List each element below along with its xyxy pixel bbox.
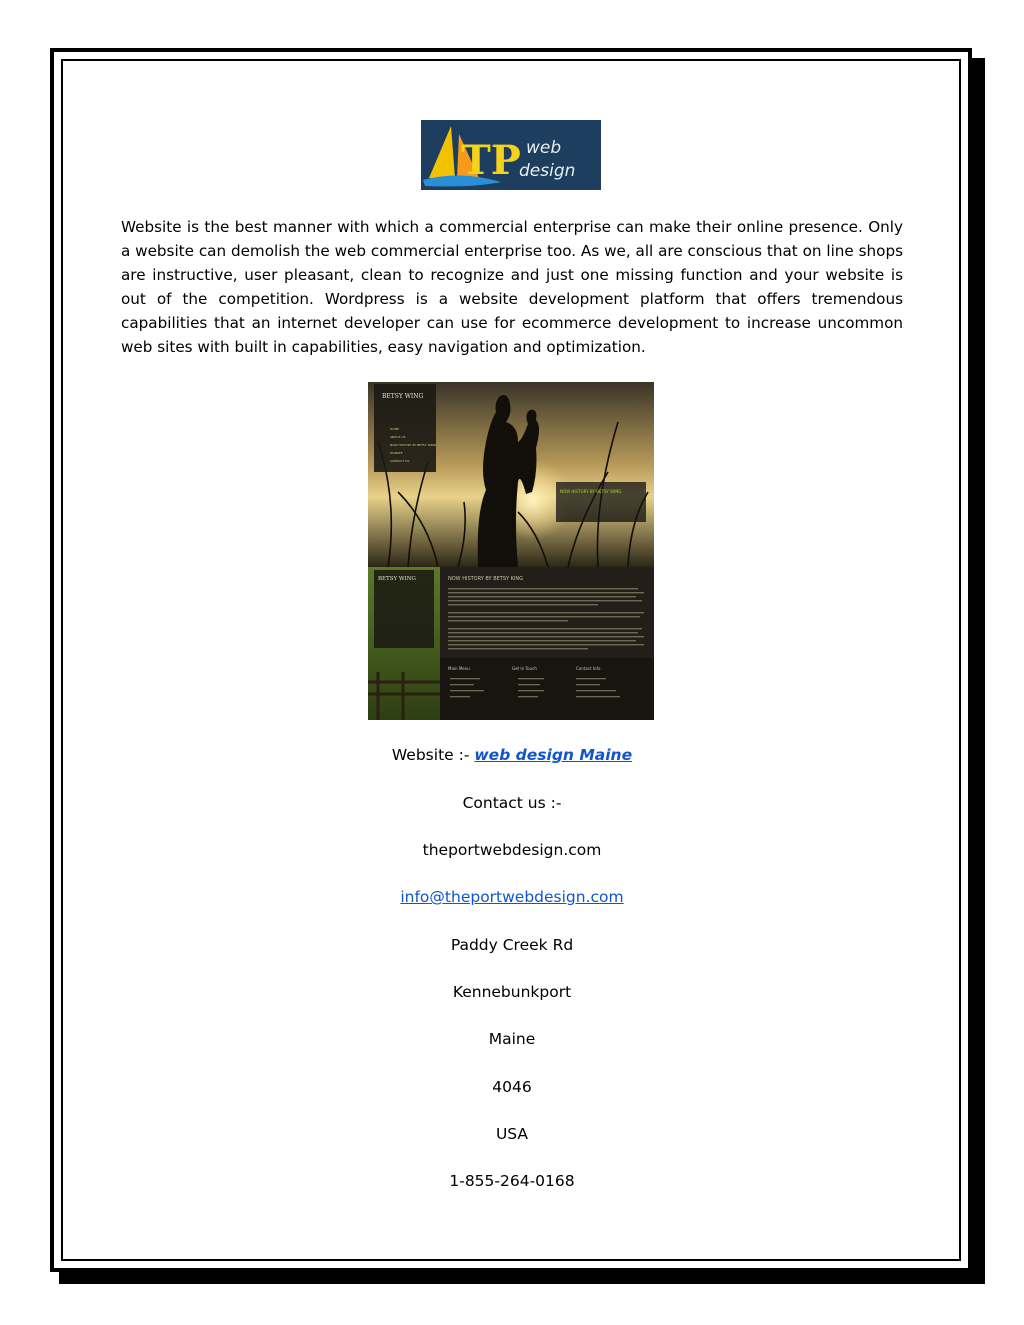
email-line [0, 888, 1024, 906]
domain-text: theportwebdesign.com [422, 841, 602, 859]
preview-content-heading: NOW HISTORY BY BETSY KING [448, 576, 524, 582]
logo-word-web: web [526, 138, 562, 158]
zip-text: 4046 [492, 1078, 532, 1096]
website-label: Website :- [391, 746, 470, 764]
preview-slide-heading: NOW HISTORY BY BETSY WING [560, 489, 622, 494]
website-preview-image [368, 382, 654, 720]
preview-nav-home: HOME [390, 427, 400, 431]
website-line [0, 746, 1024, 764]
country-text: USA [495, 1125, 529, 1143]
preview-footer-contact-info: Contact Info [576, 666, 601, 671]
preview-nav-donate: DONATE [390, 451, 403, 455]
preview-nav-history: NOW HISTORY BY BETSY WING [390, 443, 437, 447]
preview-footer-get-in-touch: Get In Touch [512, 666, 537, 671]
contact-us-label: Contact us :- [462, 794, 562, 812]
preview-site-title: BETSY WING [382, 393, 424, 400]
phone-text: 1-855-264-0168 [449, 1172, 575, 1190]
email-link[interactable]: info@theportwebdesign.com [400, 888, 624, 906]
svg-text:BETSY WING: BETSY WING [378, 576, 416, 582]
tp-web-design-logo [421, 120, 601, 190]
logo-word-design: design [519, 161, 576, 181]
web-design-maine-link[interactable]: web design Maine [474, 746, 633, 764]
preview-nav-about: ABOUT US [390, 435, 406, 439]
state-text: Maine [488, 1030, 536, 1048]
logo-letters: TP [461, 137, 521, 184]
city-text: Kennebunkport [452, 983, 572, 1001]
intro-paragraph: Website is the best manner with which a commercial enterprise can make their online presence. Only a website can demolish the web commercial enterprise too. As we, all are conscious that on line shops are instructive, user pleasant, clean to recognize and just one missing function and your website is out of the competition. Wordpress is a website development platform that offers tremendous capabilities that an internet developer can use for ecommerce development to increase uncommon web sites with built in capabilities, easy navigation and optimization. [121, 218, 903, 356]
street-text: Paddy Creek Rd [450, 936, 574, 954]
preview-footer-main-menu: Main Menu [448, 666, 470, 671]
preview-nav-contact: CONTACT US [390, 459, 410, 463]
